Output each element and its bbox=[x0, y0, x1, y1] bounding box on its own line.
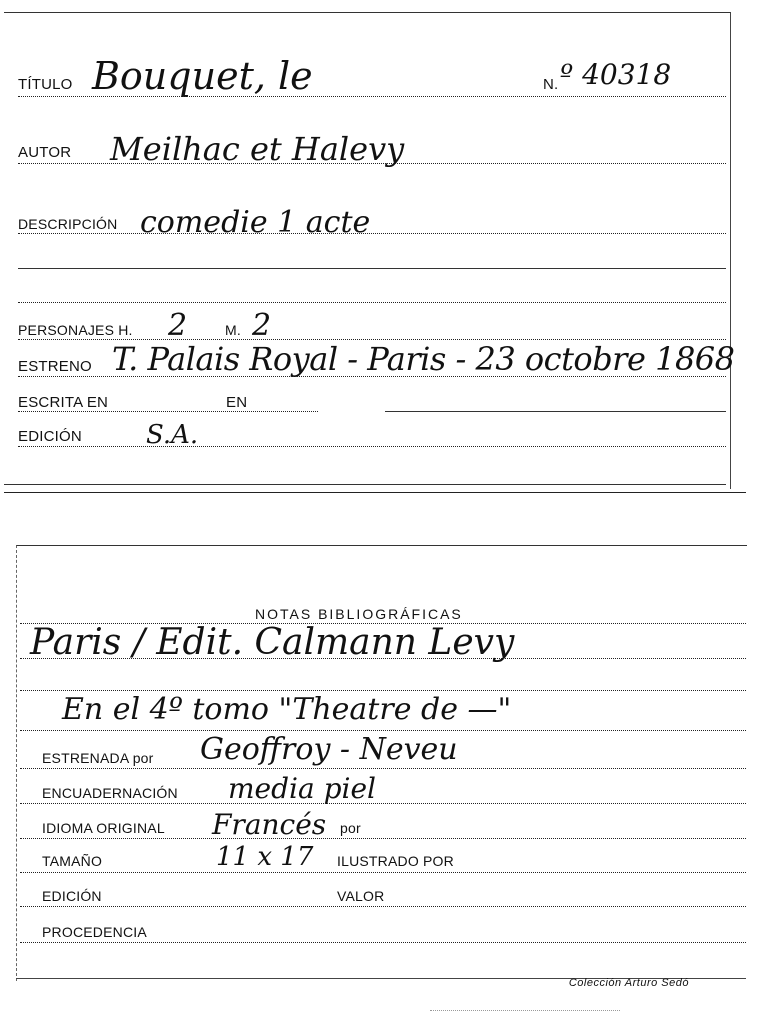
note-line-2: En el 4º tomo "Theatre de —" bbox=[62, 692, 512, 727]
numero-value: º 40318 bbox=[560, 58, 672, 91]
descripcion-rule bbox=[18, 233, 726, 234]
procedencia-rule bbox=[20, 942, 746, 943]
escrita-en-rule bbox=[18, 411, 318, 412]
estreno-value: T. Palais Royal - Paris - 23 octobre 1868 bbox=[112, 340, 735, 378]
descripcion-value: comedie 1 acte bbox=[140, 205, 371, 240]
personajes-h-value: 2 bbox=[168, 308, 188, 343]
titulo-label: TÍTULO bbox=[18, 76, 73, 93]
idioma-rule bbox=[20, 838, 746, 839]
personajes-label: PERSONAJES H. bbox=[18, 322, 133, 338]
encuadernacion-rule bbox=[20, 803, 746, 804]
edicion-rule bbox=[18, 446, 726, 447]
note-line-1: Paris / Edit. Calmann Levy bbox=[30, 622, 515, 663]
tamano-value: 11 x 17 bbox=[216, 842, 314, 872]
note-rule-3 bbox=[20, 730, 746, 731]
personajes-m-value: 2 bbox=[252, 308, 272, 343]
estreno-rule bbox=[18, 376, 726, 377]
notas-heading: NOTAS BIBLIOGRÁFICAS bbox=[255, 606, 463, 622]
autor-label: AUTOR bbox=[18, 144, 72, 161]
autor-rule bbox=[18, 163, 726, 164]
titulo-value: Bouquet, le bbox=[92, 54, 313, 98]
en-rule bbox=[385, 411, 726, 412]
edicion-label: EDICIÓN bbox=[18, 428, 82, 445]
idioma-label: IDIOMA ORIGINAL bbox=[42, 820, 165, 836]
edicion-value: S.A. bbox=[146, 420, 199, 450]
valor-label: VALOR bbox=[337, 888, 385, 904]
card1-bottom-rule bbox=[4, 484, 726, 485]
edicion2-label: EDICIÓN bbox=[42, 888, 102, 904]
estrenada-rule bbox=[20, 768, 746, 769]
collection-stamp: Colección Arturo Sedó bbox=[568, 977, 689, 989]
procedencia-label: PROCEDENCIA bbox=[42, 924, 147, 940]
escrita-en-label: ESCRITA EN bbox=[18, 394, 109, 411]
idioma-value: Francés bbox=[212, 808, 327, 841]
titulo-rule bbox=[18, 96, 726, 97]
blank-rule-2 bbox=[18, 302, 726, 303]
card-divider bbox=[4, 492, 746, 493]
idioma-por-label: por bbox=[340, 820, 361, 836]
estrenada-por-value: Geoffroy - Neveu bbox=[200, 732, 458, 767]
tamano-rule bbox=[20, 872, 746, 873]
en-label: EN bbox=[226, 394, 248, 411]
tamano-label: TAMAÑO bbox=[42, 853, 103, 869]
edicion2-rule bbox=[20, 906, 746, 907]
note-rule-2 bbox=[20, 690, 746, 691]
encuadernacion-value: media piel bbox=[228, 772, 376, 805]
numero-label: N. bbox=[543, 76, 559, 93]
mujeres-label: M. bbox=[225, 322, 241, 338]
note-rule-1 bbox=[20, 658, 746, 659]
blank-rule-1 bbox=[18, 268, 726, 269]
descripcion-label: DESCRIPCIÓN bbox=[18, 216, 118, 232]
autor-value: Meilhac et Halevy bbox=[110, 130, 405, 168]
footer-dots bbox=[430, 1010, 620, 1011]
estrenada-por-label: ESTRENADA por bbox=[42, 750, 154, 766]
estreno-label: ESTRENO bbox=[18, 358, 92, 375]
encuadernacion-label: ENCUADERNACIÓN bbox=[42, 785, 178, 801]
ilustrado-por-label: ILUSTRADO POR bbox=[337, 853, 454, 869]
